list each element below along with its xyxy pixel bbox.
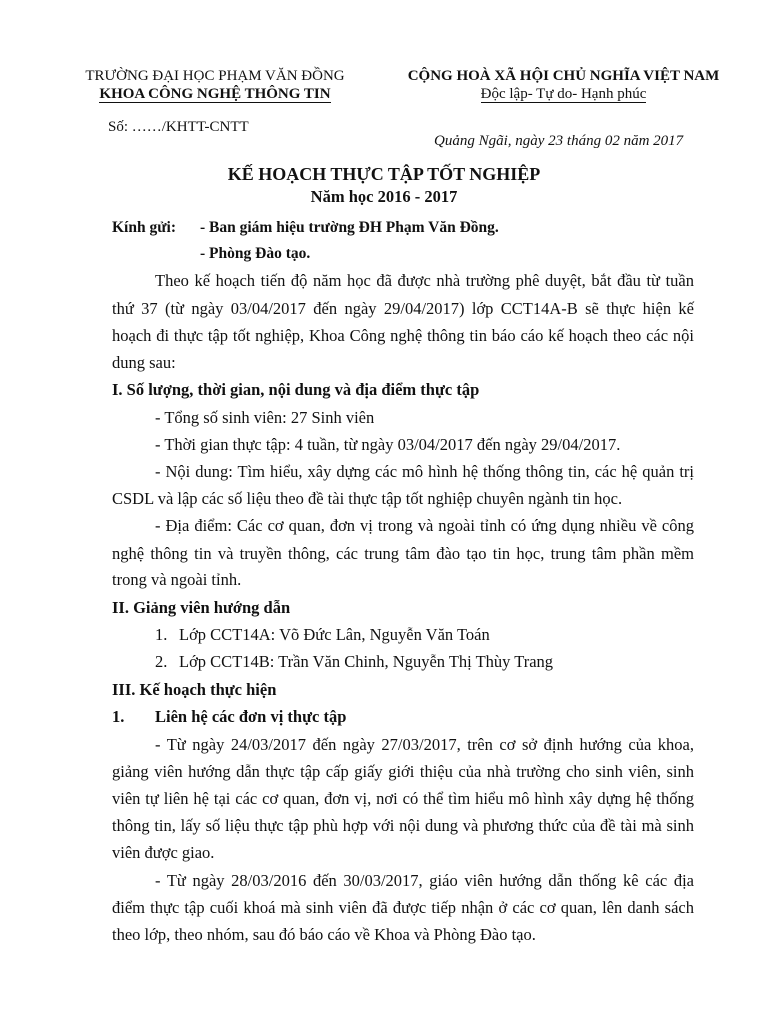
section-1-line: - Nội dung: Tìm hiểu, xây dựng các mô hình hệ thống thông tin, các hệ quản trị — [155, 462, 694, 481]
subsection-number: 1. — [112, 707, 125, 726]
university-name: TRƯỜNG ĐẠI HỌC PHẠM VĂN ĐỒNG — [85, 68, 345, 84]
section-1-line: - Thời gian thực tập: 4 tuần, từ ngày 03/04/2017 đến ngày 29/04/2017. — [155, 435, 621, 454]
document-number: Số: ……/KHTT-CNTT — [108, 119, 249, 135]
section-3-line: - Từ ngày 28/03/2016 đến 30/03/2017, giáo viên hướng dẫn thống kê các địa — [155, 871, 694, 890]
faculty-name: KHOA CÔNG NGHỆ THÔNG TIN — [99, 86, 331, 102]
section-1-heading: I. Số lượng, thời gian, nội dung và địa điểm thực tập — [112, 380, 480, 399]
header-right — [386, 67, 741, 103]
intro-line: Theo kế hoạch tiến độ năm học đã được nhà trường phê duyệt, bắt đầu từ tuần — [155, 271, 694, 290]
advisor-list-item — [155, 648, 553, 675]
recipient-item: - Ban giám hiệu trường ĐH Phạm Văn Đồng. — [200, 219, 499, 236]
motto: Độc lập- Tự do- Hạnh phúc — [480, 86, 647, 102]
header-left — [70, 67, 360, 103]
recipient-item: - Phòng Đào tạo. — [200, 245, 311, 262]
section-1-line: CSDL và lập các số liệu theo đề tài thực tập tốt nghiệp chuyên ngành tin học. — [112, 489, 623, 508]
list-text: Lớp CCT14B: Trần Văn Chinh, Nguyễn Thị Thùy Trang — [179, 652, 554, 671]
section-3-line: giảng viên hướng dẫn thực tập cấp giấy giới thiệu của nhà trường cho sinh viên, sinh — [112, 762, 694, 781]
recipient-label: Kính gửi: — [112, 219, 176, 236]
section-3-line: điểm thực tập cuối khoá mà sinh viên đã được tiếp nhận ở các cơ quan, lên danh sách — [112, 898, 694, 917]
section-1-line: trong và ngoài tỉnh. — [112, 570, 242, 589]
section-3-line: viên được giao. — [112, 843, 215, 862]
section-1-line: - Tổng số sinh viên: 27 Sinh viên — [155, 408, 375, 427]
section-3-line: viên tự liên hệ tại các cơ quan, đơn vị, nơi có thể tìm hiểu mô hình xây dựng hệ thống — [112, 789, 694, 808]
document-subtitle: Năm học 2016 - 2017 — [310, 187, 458, 206]
advisor-list-item — [155, 621, 490, 648]
intro-line: dung sau: — [112, 353, 176, 372]
section-3-line: thông tin, lấy số liệu thực tập phù hợp với nội dung và phương thức của đề tài mà sinh — [112, 816, 694, 835]
section-3-line: theo lớp, theo nhóm, sau đó báo cáo về Khoa và Phòng Đào tạo. — [112, 925, 536, 944]
intro-line: thứ 37 (từ ngày 03/04/2017 đến ngày 29/04/2017) lớp CCT14A-B sẽ thực hiện kế — [112, 299, 694, 318]
subsection-heading: Liên hệ các đơn vị thực tập — [155, 707, 347, 726]
place-date: Quảng Ngãi, ngày 23 tháng 02 năm 2017 — [434, 133, 684, 149]
list-text: Lớp CCT14A: Võ Đức Lân, Nguyễn Văn Toán — [179, 625, 490, 644]
country-name: CỘNG HOÀ XÃ HỘI CHỦ NGHĨA VIỆT NAM — [407, 68, 720, 84]
section-2-heading: II. Giảng viên hướng dẫn — [112, 598, 291, 617]
section-3-line: - Từ ngày 24/03/2017 đến ngày 27/03/2017, trên cơ sở định hướng của khoa, — [155, 735, 694, 754]
intro-line: hoạch đi thực tập tốt nghiệp, Khoa Công nghệ thông tin báo cáo kế hoạch theo các nội — [112, 326, 694, 345]
document-title: KẾ HOẠCH THỰC TẬP TỐT NGHIỆP — [227, 164, 541, 184]
list-number: 1. — [155, 625, 168, 644]
list-number: 2. — [155, 652, 168, 671]
section-1-line: nghệ thông tin và truyền thông, các trung tâm đào tạo tin học, trung tâm phần mềm — [112, 544, 694, 563]
section-1-line: - Địa điểm: Các cơ quan, đơn vị trong và ngoài tỉnh có ứng dụng nhiều về công — [155, 516, 694, 535]
section-3-heading: III. Kế hoạch thực hiện — [112, 680, 277, 699]
